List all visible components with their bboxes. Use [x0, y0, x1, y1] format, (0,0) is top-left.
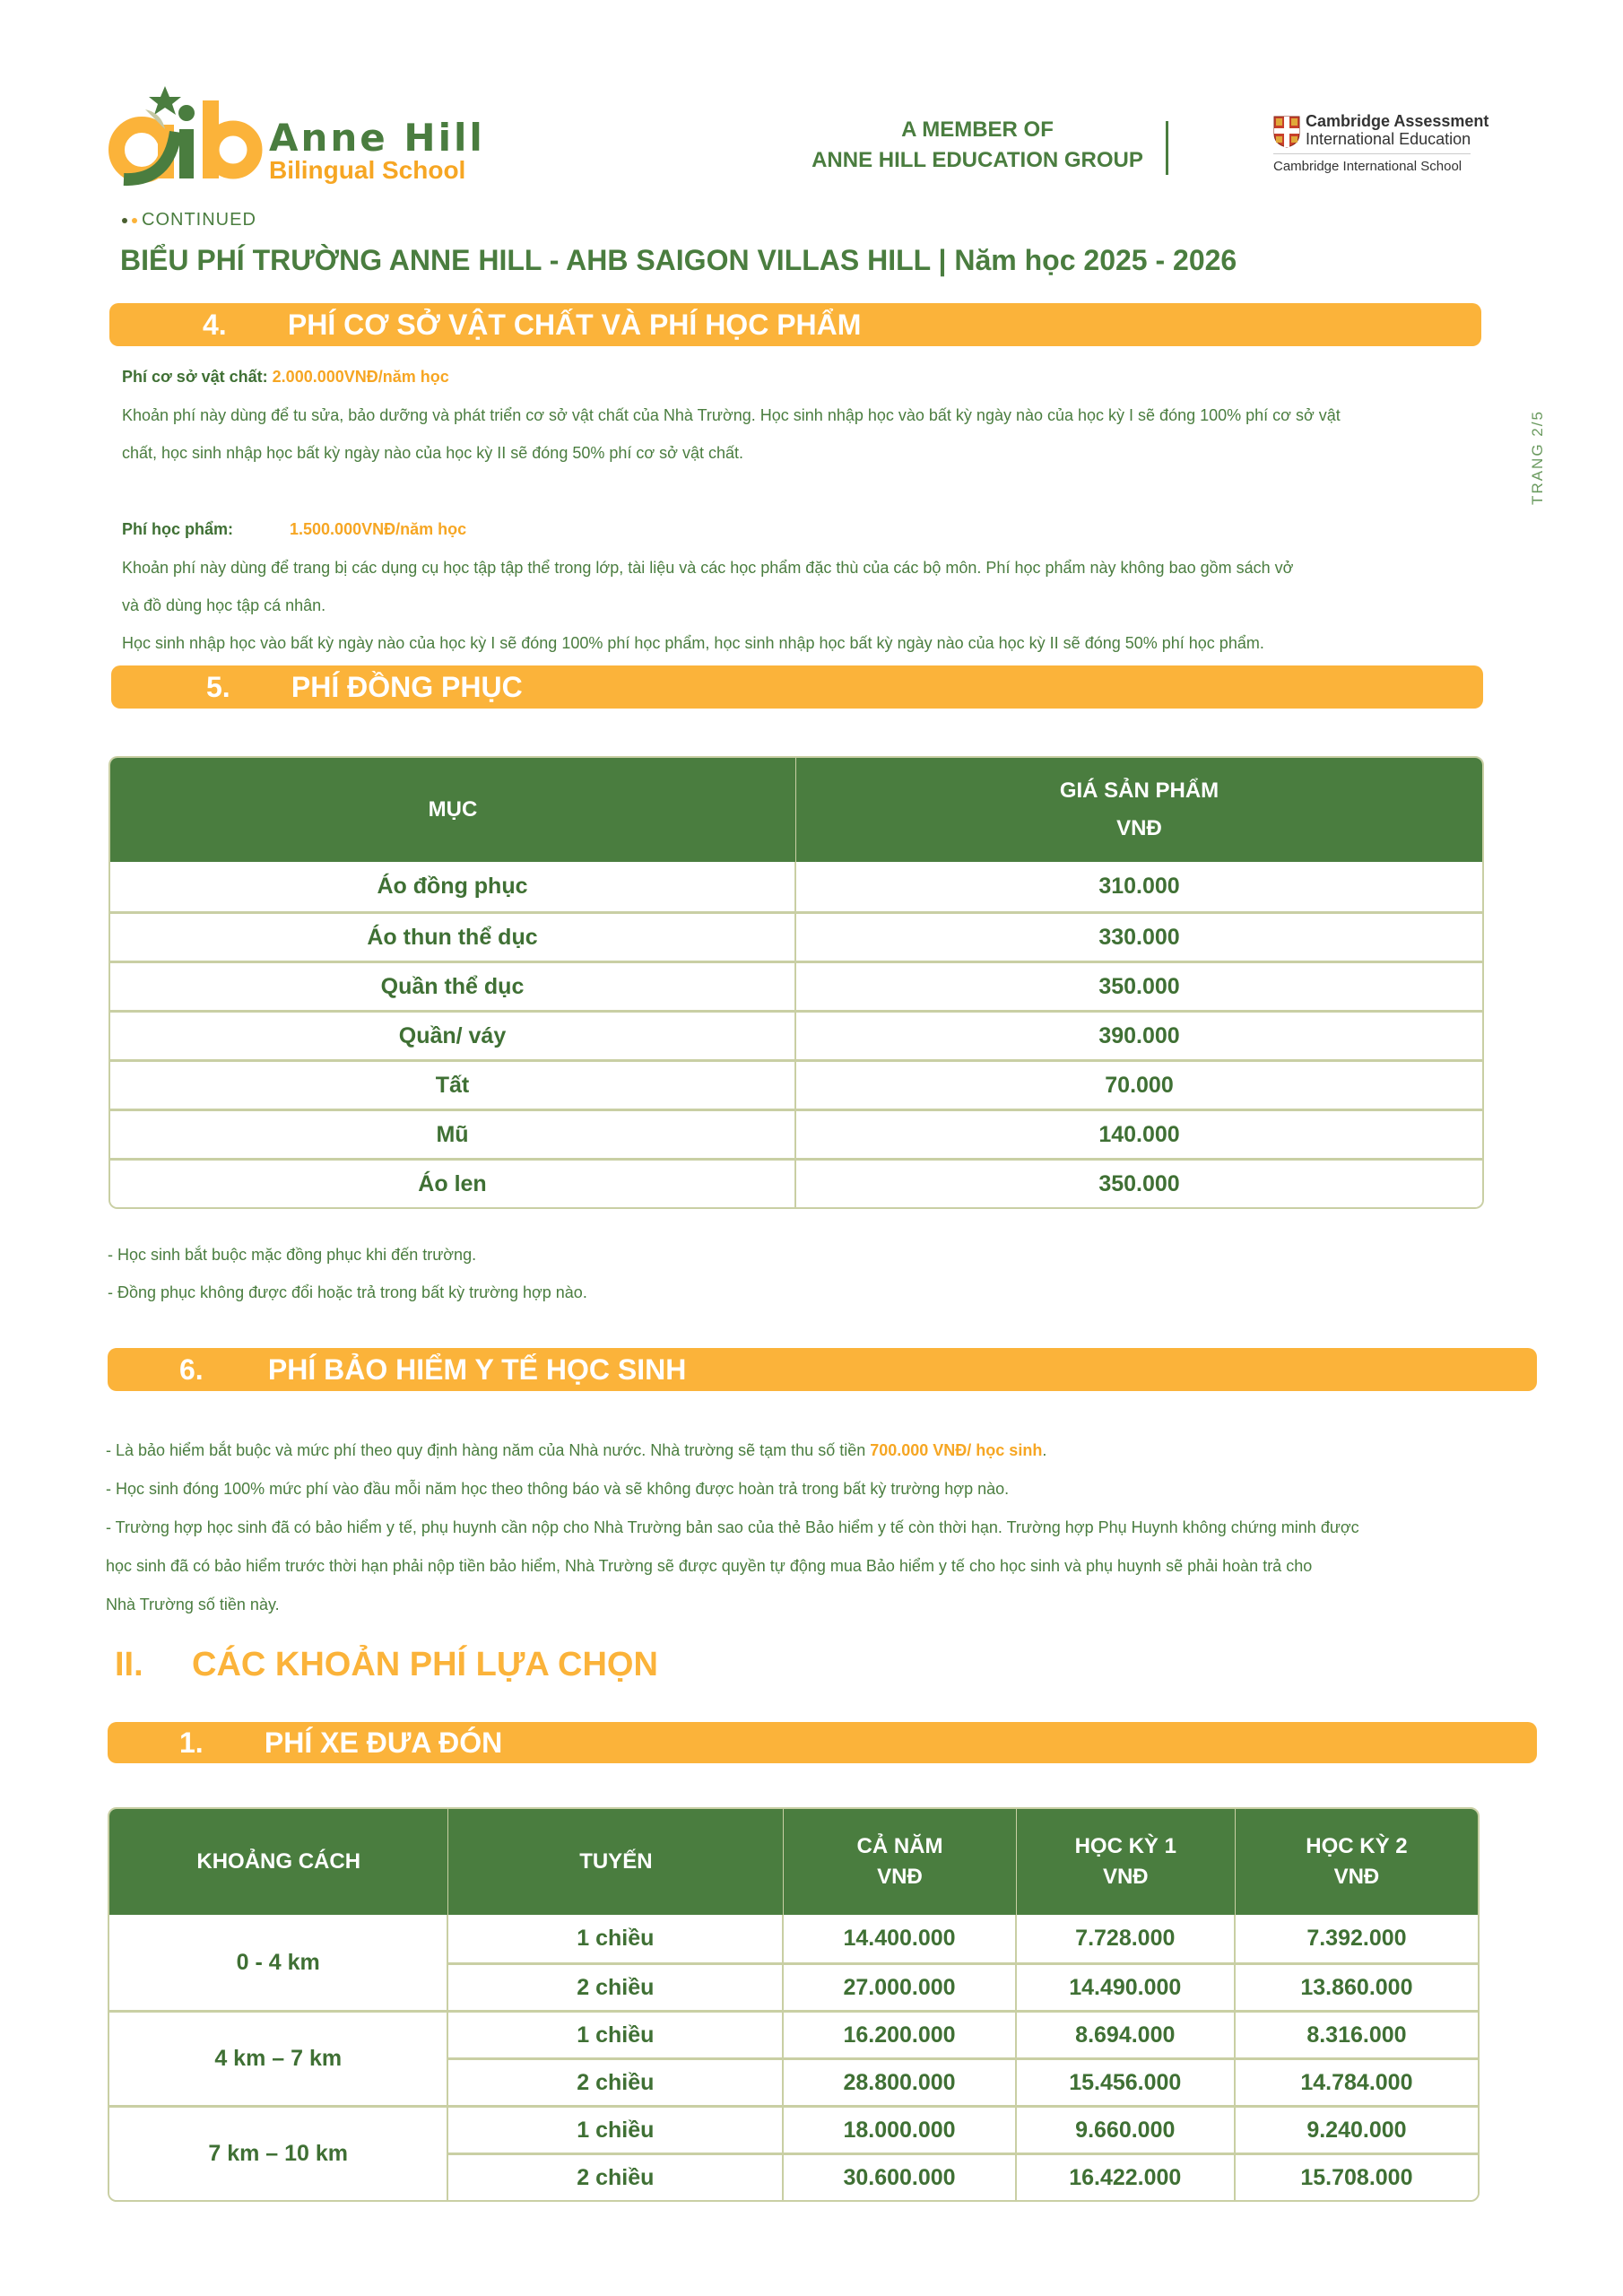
- bus-route: 2 chiều: [448, 2152, 784, 2200]
- facility-fee-line: [122, 367, 449, 387]
- bus-col-term2-label: HỌC KỲ 2: [1306, 1834, 1408, 1858]
- bus-section-title: PHÍ XE ĐƯA ĐÓN: [264, 1726, 503, 1759]
- uniform-item: Tất: [110, 1059, 796, 1109]
- section-6-number: 6.: [179, 1353, 204, 1386]
- insurance-fee-value: 700.000 VNĐ/ học sinh: [870, 1441, 1043, 1459]
- supplies-fee-value: 1.500.000VNĐ/năm học: [290, 520, 467, 538]
- section-5-title: PHÍ ĐỒNG PHỤC: [291, 671, 523, 703]
- bus-col-term1: [1017, 1809, 1236, 1915]
- header-divider: [1166, 121, 1168, 175]
- facility-desc-2: chất, học sinh nhập học bất kỳ ngày nào của học kỳ II sẽ đóng 50% phí cơ sở vật chất.: [122, 444, 744, 462]
- uniform-price: 390.000: [796, 1010, 1482, 1059]
- part-2-heading: [115, 1646, 658, 1684]
- insurance-line-4: học sinh đã có bảo hiểm trước thời hạn phải nộp tiền bảo hiểm, Nhà Trường sẽ được quyền tự động mua Bảo hiểm y tế cho học sinh và phụ huynh sẽ phải hoàn trả cho: [106, 1557, 1313, 1575]
- bus-fee-table: [108, 1807, 1480, 2202]
- facility-fee-value: 2.000.000VNĐ/năm học: [272, 368, 449, 386]
- uniform-price: 310.000: [796, 862, 1482, 911]
- bus-term2: 8.316.000: [1236, 2010, 1478, 2057]
- bus-term2: 13.860.000: [1236, 1962, 1478, 2010]
- bus-year: 18.000.000: [784, 2105, 1016, 2152]
- bus-row: [109, 1915, 1478, 1962]
- uniform-col-price: [796, 758, 1482, 862]
- bus-col-route: TUYẾN: [448, 1809, 784, 1915]
- facility-desc-1: Khoản phí này dùng để tu sửa, bảo dưỡng và phát triển cơ sở vật chất của Nhà Trường. Học sinh nhập học vào bất kỳ ngày nào của học kỳ I sẽ đóng 100% phí cơ sở vật: [122, 406, 1341, 424]
- bus-row: [109, 2105, 1478, 2152]
- bus-route: 1 chiều: [448, 2105, 784, 2152]
- supplies-fee-line: [122, 519, 466, 539]
- supplies-desc-1: Khoản phí này dùng để trang bị các dụng cụ học tập tập thể trong lớp, tài liệu và các học phẩm đặc thù của các bộ môn. Phí học phẩm này không bao gồm sách vở: [122, 559, 1294, 577]
- member-line-1: A MEMBER OF: [901, 117, 1054, 142]
- insurance-line-3: - Trường hợp học sinh đã có bảo hiểm y tế, phụ huynh cần nộp cho Nhà Trường bản sao của thẻ Bảo hiểm y tế còn thời hạn. Trường hợp Phụ Huynh không chứng minh được: [106, 1518, 1359, 1536]
- ahb-logo-icon: [106, 83, 267, 190]
- uniform-item: Áo len: [110, 1158, 796, 1207]
- uniform-note-1: - Học sinh bắt buộc mặc đồng phục khi đến trường.: [108, 1246, 477, 1264]
- bus-col-year: [784, 1809, 1016, 1915]
- bus-year: 16.200.000: [784, 2010, 1016, 2057]
- supplies-desc-2: và đồ dùng học tập cá nhân.: [122, 596, 326, 614]
- insurance-line-1-end: .: [1042, 1441, 1047, 1459]
- insurance-line-2: - Học sinh đóng 100% mức phí vào đầu mỗi năm học theo thông báo và sẽ không được hoàn trả trong bất kỳ trường hợp nào.: [106, 1480, 1010, 1498]
- uniform-price: 350.000: [796, 961, 1482, 1010]
- section-4-header: [109, 303, 1481, 346]
- part-2-title: CÁC KHOẢN PHÍ LỰA CHỌN: [192, 1646, 658, 1683]
- bus-route: 1 chiều: [448, 2010, 784, 2057]
- section-6-title: PHÍ BẢO HIỂM Y TẾ HỌC SINH: [267, 1353, 687, 1386]
- uniform-col-item: MỤC: [110, 758, 796, 862]
- insurance-line-5: Nhà Trường số tiền này.: [106, 1596, 280, 1613]
- uniform-row: [110, 1109, 1482, 1158]
- bus-section-header: [108, 1722, 1537, 1763]
- uniform-price-table: [108, 756, 1484, 1209]
- bus-term1: 14.490.000: [1017, 1962, 1236, 2010]
- uniform-note-2: - Đồng phục không được đổi hoặc trả trong bất kỳ trường hợp nào.: [108, 1283, 587, 1301]
- cambridge-line-3: Cambridge International School: [1273, 159, 1462, 174]
- bus-route: 1 chiều: [448, 1915, 784, 1962]
- continued-label: CONTINUED: [142, 210, 256, 230]
- uniform-item: Áo thun thể dục: [110, 911, 796, 961]
- section-4-title: PHÍ CƠ SỞ VẬT CHẤT VÀ PHÍ HỌC PHẨM: [287, 309, 862, 341]
- bus-term2: 14.784.000: [1236, 2057, 1478, 2105]
- school-name: Anne Hill: [269, 116, 485, 160]
- bus-route: 2 chiều: [448, 2057, 784, 2105]
- uniform-row: [110, 862, 1482, 911]
- bus-distance: 0 - 4 km: [109, 1915, 448, 2010]
- insurance-line-1: [106, 1440, 1046, 1460]
- bus-col-term2: [1236, 1809, 1478, 1915]
- uniform-price: 350.000: [796, 1158, 1482, 1207]
- bus-year: 14.400.000: [784, 1915, 1016, 1962]
- uniform-col-price-label: GIÁ SẢN PHẨM: [1059, 778, 1219, 803]
- uniform-col-price-unit: VNĐ: [1116, 816, 1162, 840]
- bus-col-term1-unit: VNĐ: [1102, 1865, 1149, 1889]
- uniform-price: 330.000: [796, 911, 1482, 961]
- supplies-desc-3: Học sinh nhập học vào bất kỳ ngày nào của học kỳ I sẽ đóng 100% phí học phẩm, học sinh nhập học bất kỳ ngày nào của học kỳ II sẽ đóng 50% phí học phẩm.: [122, 634, 1264, 652]
- bus-term1: 16.422.000: [1017, 2152, 1236, 2200]
- uniform-item: Mũ: [110, 1109, 796, 1158]
- page-number-label: TRANG 2/5: [1529, 410, 1546, 505]
- supplies-fee-label: Phí học phẩm:: [122, 520, 234, 538]
- section-5-header: [111, 665, 1483, 709]
- bus-col-year-unit: VNĐ: [877, 1865, 923, 1889]
- facility-fee-label: Phí cơ sở vật chất:: [122, 368, 268, 386]
- bus-year: 30.600.000: [784, 2152, 1016, 2200]
- bus-year: 27.000.000: [784, 1962, 1016, 2010]
- part-2-number: II.: [115, 1646, 143, 1683]
- bus-distance: 7 km – 10 km: [109, 2105, 448, 2200]
- continued-marker: [122, 210, 256, 230]
- section-6-header: [108, 1348, 1537, 1391]
- bus-section-number: 1.: [179, 1726, 204, 1759]
- bus-col-year-label: CẢ NĂM: [856, 1834, 943, 1858]
- member-line-2: ANNE HILL EDUCATION GROUP: [812, 148, 1143, 172]
- dot-orange-icon: [132, 218, 137, 223]
- bus-year: 28.800.000: [784, 2057, 1016, 2105]
- section-4-number: 4.: [203, 309, 227, 341]
- bus-term1: 9.660.000: [1017, 2105, 1236, 2152]
- bus-col-term2-unit: VNĐ: [1333, 1865, 1380, 1889]
- uniform-row: [110, 961, 1482, 1010]
- uniform-price: 70.000: [796, 1059, 1482, 1109]
- bus-row: [109, 2010, 1478, 2057]
- uniform-item: Quần thể dục: [110, 961, 796, 1010]
- bus-route: 2 chiều: [448, 1962, 784, 2010]
- uniform-price: 140.000: [796, 1109, 1482, 1158]
- bus-term2: 9.240.000: [1236, 2105, 1478, 2152]
- uniform-row: [110, 1158, 1482, 1207]
- bus-term2: 15.708.000: [1236, 2152, 1478, 2200]
- page-number: [1529, 404, 1547, 511]
- uniform-row: [110, 911, 1482, 961]
- bus-term1: 15.456.000: [1017, 2057, 1236, 2105]
- uniform-item: Áo đồng phục: [110, 862, 796, 911]
- bus-col-term1-label: HỌC KỲ 1: [1074, 1834, 1176, 1858]
- group-membership: [789, 115, 1166, 176]
- uniform-item: Quần/ váy: [110, 1010, 796, 1059]
- bus-term2: 7.392.000: [1236, 1915, 1478, 1962]
- school-wordmark: [269, 118, 485, 183]
- bus-col-distance: KHOẢNG CÁCH: [109, 1809, 448, 1915]
- bus-distance: 4 km – 7 km: [109, 2010, 448, 2105]
- insurance-line-1-text: - Là bảo hiểm bắt buộc và mức phí theo quy định hàng năm của Nhà nước. Nhà trường sẽ tạm thu số tiền: [106, 1441, 871, 1459]
- school-subtitle: Bilingual School: [269, 156, 466, 184]
- bus-term1: 8.694.000: [1017, 2010, 1236, 2057]
- document-title: BIỂU PHÍ TRƯỜNG ANNE HILL - AHB SAIGON VILLAS HILL | Năm học 2025 - 2026: [120, 244, 1237, 276]
- cambridge-line-2: International Education: [1306, 130, 1471, 148]
- cambridge-line-1: Cambridge Assessment: [1306, 112, 1489, 130]
- dot-green-icon: [122, 218, 127, 223]
- uniform-row: [110, 1059, 1482, 1109]
- bus-term1: 7.728.000: [1017, 1915, 1236, 1962]
- section-5-number: 5.: [206, 671, 230, 703]
- cambridge-rule: [1273, 153, 1471, 154]
- cambridge-shield-icon: [1273, 116, 1300, 148]
- uniform-row: [110, 1010, 1482, 1059]
